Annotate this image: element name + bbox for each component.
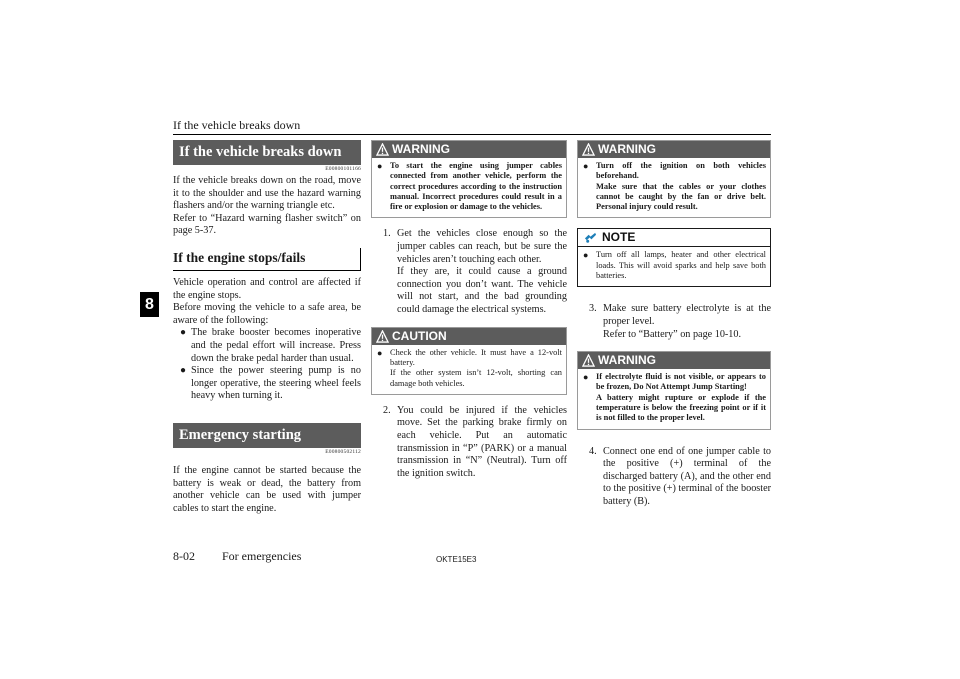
caution-box (371, 327, 567, 395)
page-number: 8-02 (173, 549, 195, 563)
bullet-icon: ● (583, 372, 589, 383)
steps-list (577, 303, 771, 341)
bullet-icon: ● (583, 250, 589, 261)
paragraph: Vehicle operation and control are affected if the engine stops. (173, 276, 361, 301)
warning-triangle-icon (582, 354, 595, 367)
note-list (578, 250, 770, 281)
paragraph: Before moving the vehicle to a safe area, be aware of the following: (173, 302, 361, 326)
paragraph: If the vehicle breaks down on the road, move it to the shoulder and use the hazard warning flashers and/or the warning triangle etc. (173, 175, 361, 212)
warning-box (371, 140, 567, 218)
steps-list (577, 446, 771, 509)
warning-header (578, 352, 770, 369)
list-item: 2. You could be injured if the vehicles move. Set the parking brake firmly on each vehicle. Put an automatic transmission in “P” (PARK) or a manual transmission in “N” (Neutral). Turn off the ignition switch. (383, 404, 567, 479)
warning-list (372, 161, 566, 212)
list-item: ● To start the engine using jumper cables connected from another vehicle, perform the correct procedures according to the instruction manual. Incorrect procedures could result in a fire or explosion or damage to the vehicles. (377, 161, 562, 212)
warning-triangle-icon (376, 143, 389, 156)
warning-list (578, 372, 770, 423)
list-item: 3. Make sure battery electrolyte is at the proper level. Refer to “Battery” on page 10-10. (589, 303, 771, 340)
warning-label: WARNING (598, 353, 656, 368)
section-title-breakdown: If the vehicle breaks down (173, 140, 361, 165)
list-item: ● The brake booster becomes inoperative and the pedal effort will increase. Press down the brake pedal harder than usual. (180, 327, 361, 364)
subsection-title-engine-stops: If the engine stops/fails (173, 248, 361, 271)
warning-header (578, 141, 770, 158)
bullet-icon: ● (180, 327, 187, 339)
note-label: NOTE (602, 230, 636, 245)
paragraph: Refer to “Hazard warning flasher switch” on page 5-37. (173, 212, 361, 237)
column-1 (173, 140, 361, 515)
note-hand-icon (582, 231, 599, 244)
warning-box (577, 351, 771, 429)
section-code: E00800502112 (325, 448, 361, 455)
section-code: E00800101166 (325, 166, 361, 172)
steps-list (371, 228, 567, 316)
warning-label: WARNING (598, 142, 656, 156)
list-item: ● If electrolyte fluid is not visible, or appears to be frozen, Do Not Attempt Jump Starting! A battery might rupture or explode if the temperature is below the freezing point or if it is not filled to the proper level. (583, 372, 766, 423)
bullet-icon: ● (377, 347, 383, 358)
caution-label: CAUTION (392, 328, 447, 343)
caution-header (372, 328, 566, 345)
bullet-icon: ● (180, 365, 187, 377)
footer-section: For emergencies (222, 549, 302, 563)
note-header (578, 229, 770, 247)
bullet-list (173, 327, 361, 403)
chapter-tab: 8 (140, 292, 159, 317)
column-2 (371, 140, 567, 490)
column-3 (577, 140, 771, 519)
warning-box (577, 140, 771, 218)
note-box (577, 228, 771, 287)
list-item: ● Turn off all lamps, heater and other electrical loads. This will avoid sparks and help save both batteries. (583, 250, 766, 281)
list-item: ● Turn off the ignition on both vehicles beforehand. Make sure that the cables or your clothes cannot be caught by the fan or drive belt. Personal injury could result. (583, 161, 766, 212)
bullet-icon: ● (377, 161, 383, 171)
running-header: If the vehicle breaks down (173, 118, 301, 132)
bullet-icon: ● (583, 161, 589, 171)
section-title-emergency-starting: Emergency starting (173, 423, 361, 448)
list-item: ● Check the other vehicle. It must have a 12-volt battery. If the other system isn’t 12-volt, shorting can damage both vehicles. (377, 347, 562, 388)
list-item: ● Since the power steering pump is no longer operative, the steering wheel feels heavy when turning it. (180, 365, 361, 402)
warning-label: WARNING (392, 142, 450, 156)
list-item: 1. Get the vehicles close enough so the jumper cables can reach, but be sure the vehicles aren’t touching each other. If they are, it could cause a ground connection you don’t want. The vehicle will not start, and the bad grounding could damage the electrical systems. (383, 228, 567, 316)
paragraph: If the engine cannot be started because the battery is weak or dead, the battery from another vehicle can be used with jumper cables to start the engine. (173, 464, 361, 514)
warning-list (578, 161, 770, 212)
steps-list (371, 405, 567, 481)
document-code: OKTE15E3 (436, 555, 477, 564)
header-rule (173, 134, 771, 135)
warning-triangle-icon (376, 330, 389, 343)
list-item: 4. Connect one end of one jumper cable to the positive (+) terminal of the discharged battery (A), and the other end to the positive (+) terminal of the booster battery (B). (589, 445, 771, 508)
caution-list (372, 348, 566, 389)
warning-triangle-icon (582, 143, 595, 156)
warning-header (372, 141, 566, 158)
